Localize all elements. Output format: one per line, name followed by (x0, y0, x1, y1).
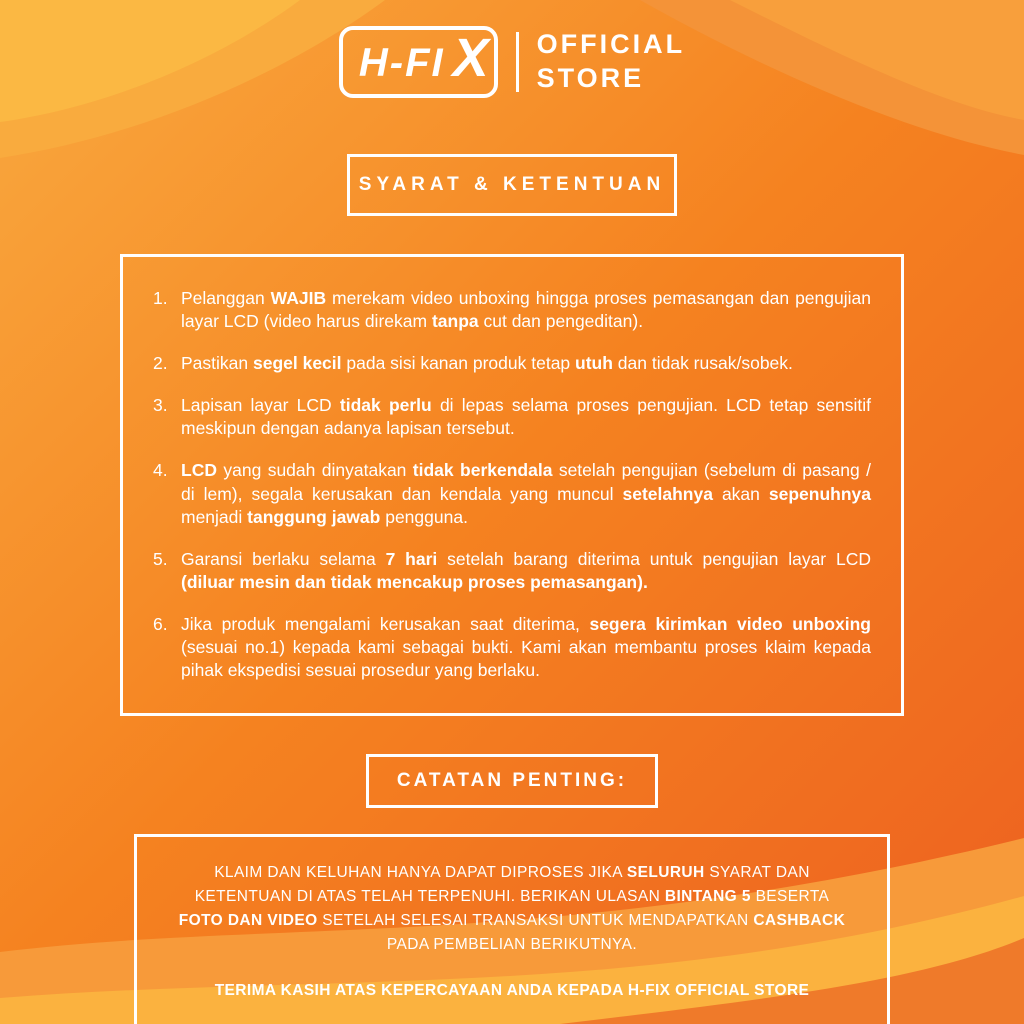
header (0, 0, 1024, 98)
terms-box (120, 254, 904, 716)
term-text: Pastikan segel kecil pada sisi kanan produk tetap utuh dan tidak rusak/sobek. (181, 353, 793, 374)
term-number: 4. (153, 460, 168, 481)
term-number: 6. (153, 613, 168, 634)
term-item (153, 613, 871, 682)
term-text: LCD yang sudah dinyatakan tidak berkendala setelah pengujian (sebelum di pasang / di lem), segala kerusakan dan kendala yang muncul setelahnya akan sepenuhnya menjadi tanggung jawab pengguna. (181, 460, 871, 527)
term-text: Pelanggan WAJIB merekam video unboxing hingga proses pemasangan dan pengujian layar LCD (video harus direkam tanpa cut dan pengeditan). (181, 288, 871, 332)
term-number: 5. (153, 548, 168, 569)
official-store-line1: OFFICIAL (536, 29, 686, 60)
hfix-logo-text: H-FI (358, 41, 445, 85)
logo-divider (516, 32, 519, 92)
term-text: Jika produk mengalami kerusakan saat diterima, segera kirimkan video unboxing (sesuai no.1) kepada kami sebagai bukti. Kami akan membantu proses klaim kepada pihak ekspedisi sesuai prosedur yang berlaku. (181, 613, 871, 681)
official-store-label (537, 28, 685, 96)
hfix-logo-x: X (452, 28, 489, 88)
term-item (153, 548, 871, 594)
term-item (153, 287, 871, 333)
term-item (153, 394, 871, 440)
term-number: 2. (153, 353, 168, 374)
term-text: Lapisan layar LCD tidak perlu di lepas selama proses pengujian. LCD tetap sensitif meskipun dengan adanya lapisan tersebut. (181, 395, 871, 439)
term-number: 1. (153, 288, 168, 308)
term-text: Garansi berlaku selama 7 hari setelah barang diterima untuk pengujian layar LCD (diluar mesin dan tidak mencakup proses pemasangan). (181, 548, 871, 592)
official-store-line2: STORE (536, 63, 645, 93)
important-note-body: KLAIM DAN KELUHAN HANYA DAPAT DIPROSES JIKA SELURUH SYARAT DAN KETENTUAN DI ATAS TELAH TERPENUHI. BERIKAN ULASAN BINTANG 5 BESERTA FOTO DAN VIDEO SETELAH SELESAI TRANSAKSI UNTUK MENDAPATKAN CASHBACK PADA PEMBELIAN BERIKUTNYA. (178, 864, 846, 954)
important-note-title: CATATAN PENTING: (366, 754, 658, 808)
thank-you-message: TERIMA KASIH ATAS KEPERCAYAAN ANDA KEPADA H-FIX OFFICIAL STORE (214, 982, 810, 1000)
important-note-box (134, 834, 890, 1024)
term-item (153, 459, 871, 528)
term-number: 3. (153, 395, 168, 416)
term-item (153, 352, 871, 375)
hfix-logo (339, 26, 498, 98)
terms-title: SYARAT & KETENTUAN (347, 154, 677, 216)
